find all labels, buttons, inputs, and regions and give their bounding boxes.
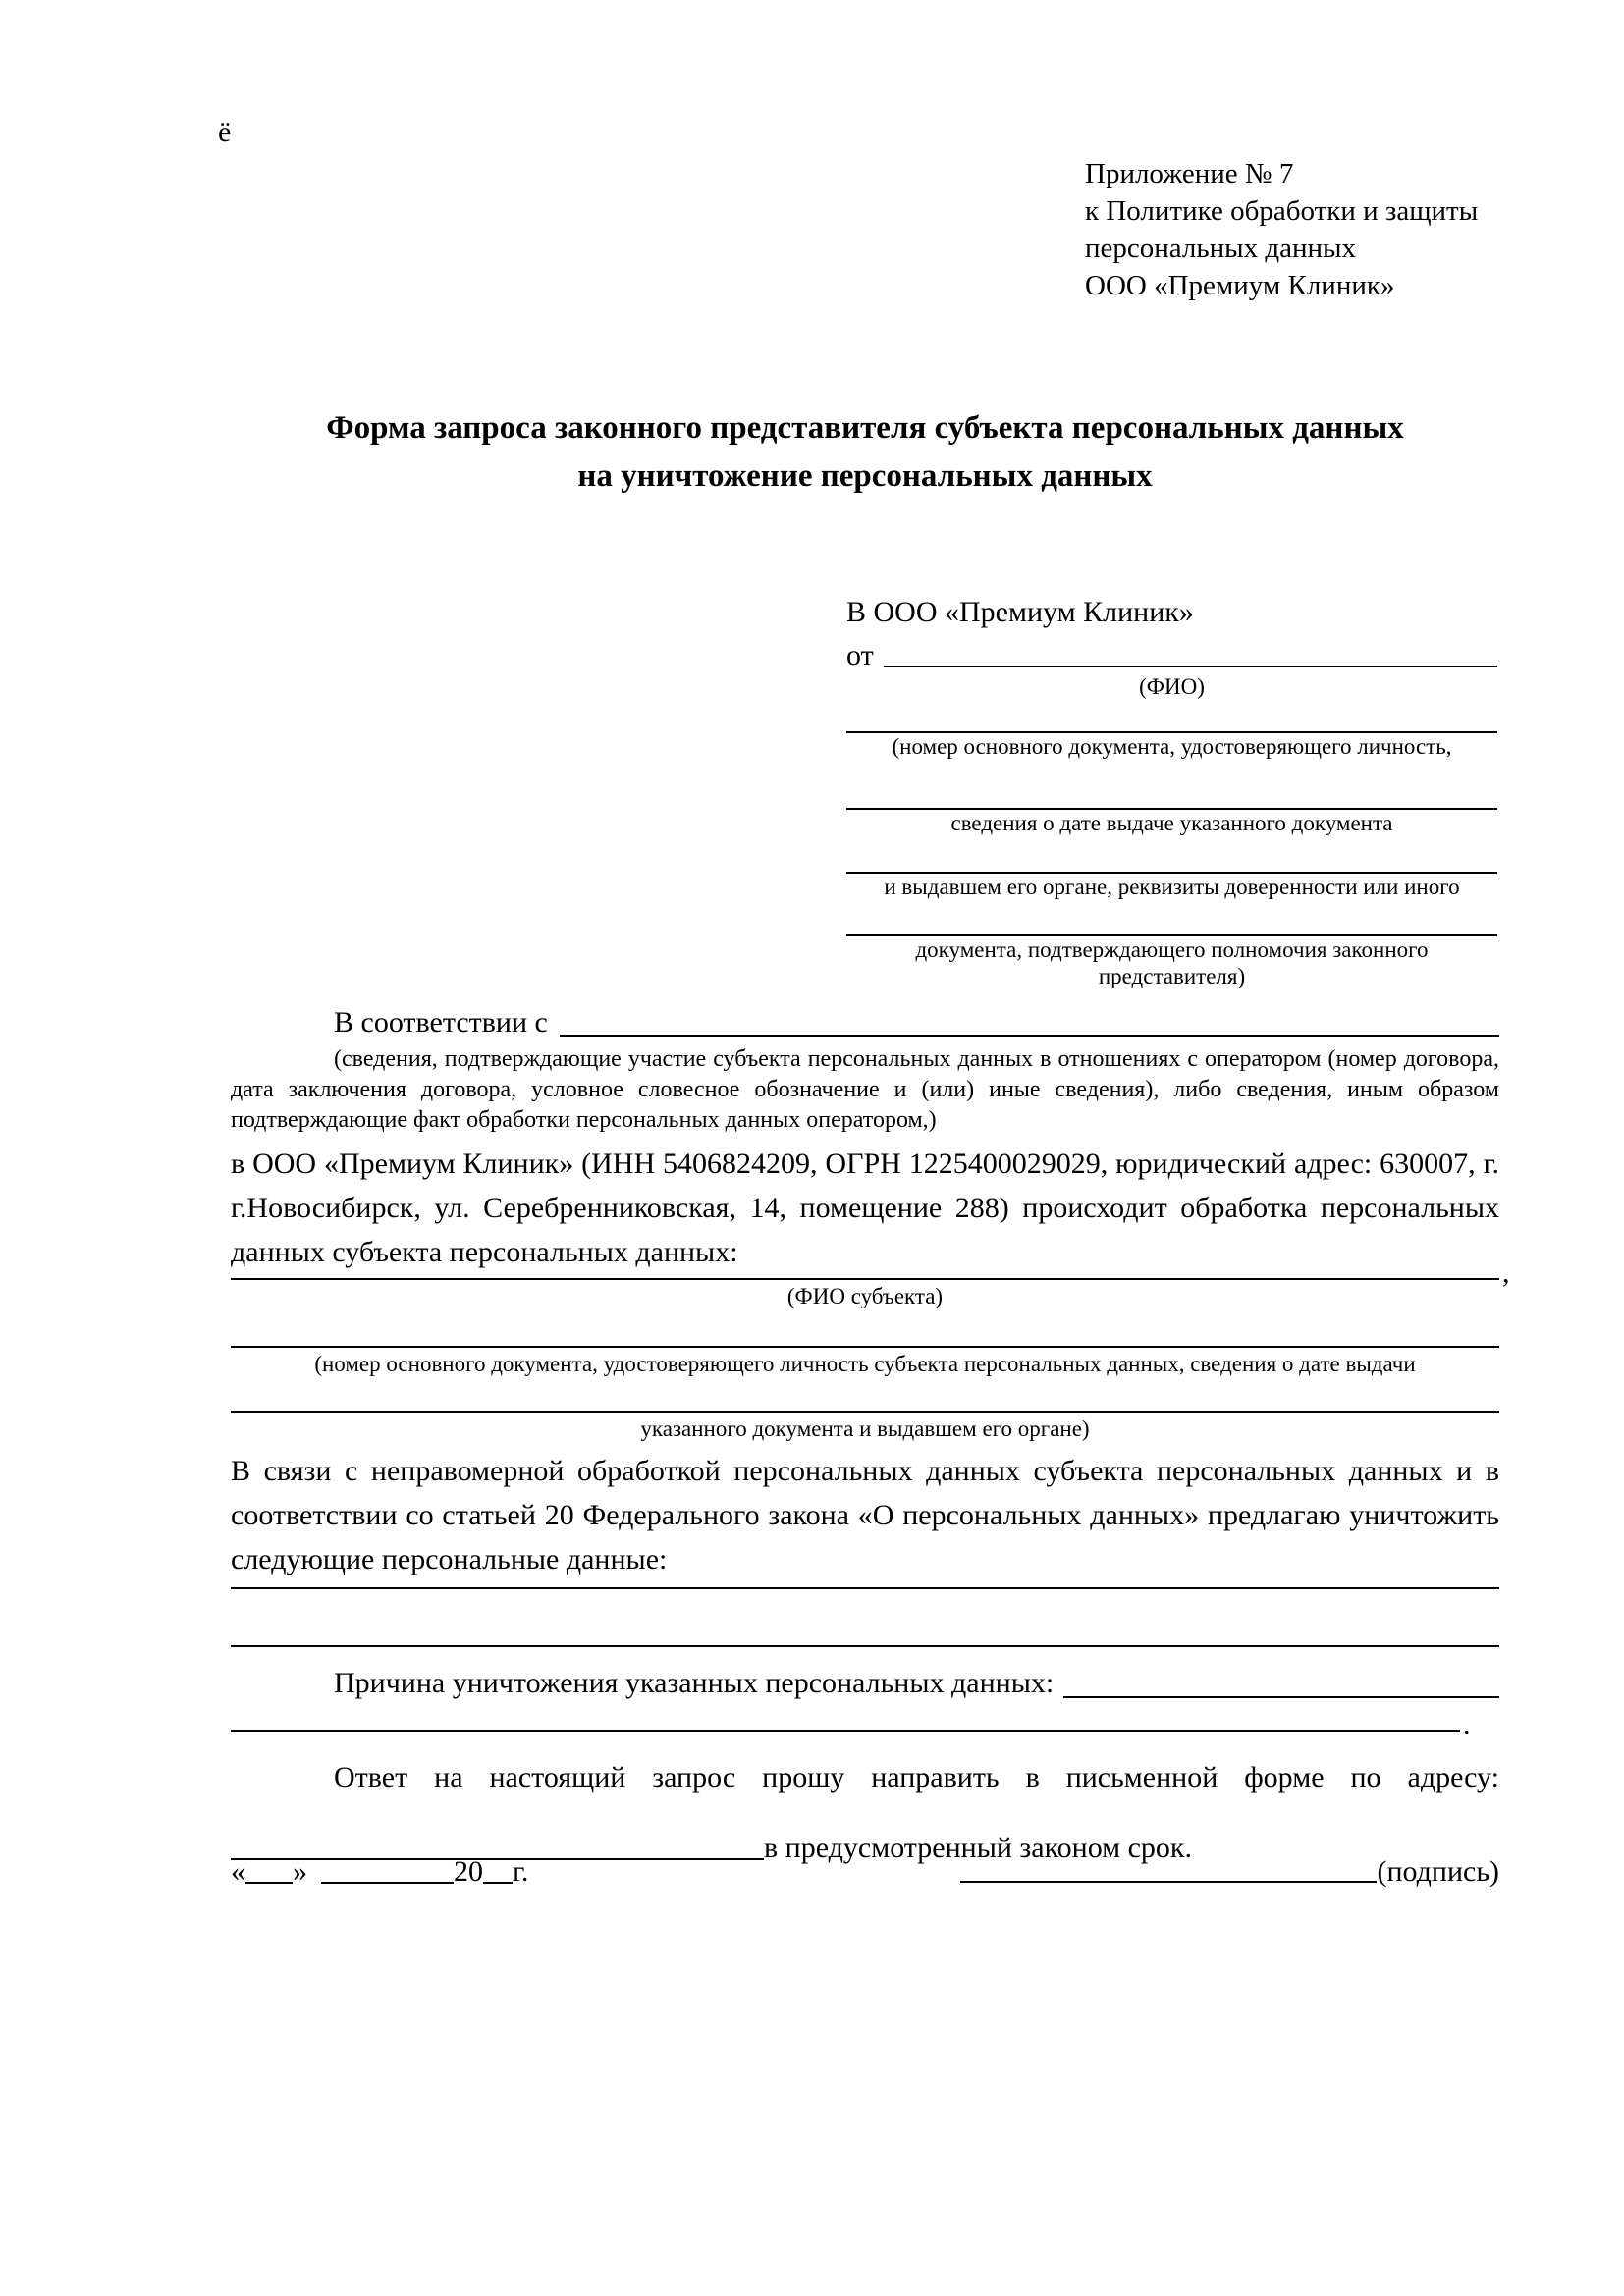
caption-representative-doc-2: сведения о дате выдаче указанного документа: [950, 811, 1393, 835]
blank-line-representative-doc-3[interactable]: [846, 872, 1497, 874]
blank-line-year[interactable]: [483, 1882, 513, 1884]
form-title-line-2: на уничтожение персональных данных: [577, 458, 1153, 494]
date-year-prefix: 20: [454, 1855, 483, 1888]
from-row: [846, 636, 1497, 673]
caption-subject-doc-2: указанного документа и выдавшем его органе): [640, 1416, 1090, 1441]
caption-representative-doc-3: и выдавшем его органе, реквизиты доверенности или иного: [884, 875, 1460, 899]
blank-line-signature[interactable]: [960, 1881, 1377, 1883]
caption-representative-doc-1: (номер основного документа, удостоверяющего личность,: [892, 734, 1452, 759]
answer-suffix: в предусмотренный законом срок.: [764, 1832, 1192, 1864]
date-quote-open: «: [231, 1855, 245, 1888]
reason-row: [231, 1661, 1499, 1704]
addressee-organization: В ООО «Премиум Клиник»: [846, 596, 1194, 628]
addressee-block: [846, 589, 1497, 989]
operator-paragraph: в ООО «Премиум Клиник» (ИНН 5406824209, ОГРН 1225400029029, юридический адрес: 630007, г. г.Новосибирск, ул. Серебренниковская, 14, помещение 288) происходит обработка персональных данных субъекта персональных данных:: [231, 1148, 1499, 1268]
blank-line-representative-doc-4[interactable]: [846, 934, 1497, 936]
blank-line-data-2[interactable]: [231, 1645, 1499, 1647]
form-title-line-1: Форма запроса законного представителя субъекта персональных данных: [326, 410, 1404, 446]
appendix-line-3: персональных данных: [1085, 233, 1357, 264]
blank-line-representative-doc-2[interactable]: [846, 808, 1497, 810]
basis-note: (сведения, подтверждающие участие субъекта персональных данных в отношениях с оператором (номер договора, дата заключения договора, условное словесное обозначение и (или) иные сведения), либо сведения, иным образом подтверждающие факт обработки персональных данных оператором,): [231, 1046, 1499, 1133]
subject-fio-suffix: ,: [1502, 1256, 1510, 1289]
reason-suffix: .: [1463, 1708, 1471, 1740]
according-row: [231, 1001, 1499, 1042]
blank-line-month[interactable]: [321, 1882, 454, 1884]
blank-line-data-1[interactable]: [231, 1587, 1499, 1589]
date-line: [231, 1855, 528, 1889]
caption-signature: (подпись): [1377, 1855, 1499, 1888]
reason-label: Причина уничтожения указанных персональных данных:: [334, 1667, 1055, 1699]
blank-line-basis[interactable]: [560, 1035, 1499, 1037]
appendix-line-1: Приложение № 7: [1085, 158, 1294, 189]
date-quote-close: »: [293, 1855, 307, 1888]
blank-line-subject-fio[interactable]: [231, 1256, 1510, 1289]
caption-subject-doc-1: (номер основного документа, удостоверяющего личность субъекта персональных данных, сведения о дате выдачи: [314, 1352, 1416, 1376]
form-title: [231, 404, 1499, 501]
appendix-line-2: к Политике обработки и защиты: [1085, 195, 1479, 227]
signature-group: [960, 1855, 1499, 1889]
appendix-block: [1085, 155, 1517, 304]
body-block: [231, 1001, 1510, 1866]
footer-row: [231, 1855, 1499, 1889]
caption-fio: (ФИО): [1139, 674, 1205, 699]
blank-line-day[interactable]: [245, 1882, 293, 1884]
blank-line-representative-doc-1[interactable]: [846, 731, 1497, 733]
blank-line-subject-doc-1[interactable]: [231, 1346, 1499, 1348]
blank-line-subject-doc-2[interactable]: [231, 1411, 1499, 1413]
stray-character: ё: [218, 116, 232, 148]
from-label: от: [846, 639, 874, 671]
blank-line-reason[interactable]: [1063, 1696, 1499, 1698]
according-label: В соответствии с: [334, 1006, 548, 1039]
date-year-suffix: г.: [513, 1855, 529, 1888]
blank-line-reason-continued[interactable]: [231, 1708, 1471, 1740]
caption-subject-fio: (ФИО субъекта): [786, 1284, 944, 1308]
answer-paragraph: Ответ на настоящий запрос прошу направить в письменной форме по адресу:: [334, 1761, 1499, 1793]
appendix-line-4: ООО «Премиум Клиник»: [1085, 270, 1395, 301]
demand-paragraph: В связи с неправомерной обработкой персональных данных субъекта персональных данных и в соответствии со статьей 20 Федерального закона «О персональных данных» предлагаю уничтожить следующие персональные данные:: [231, 1455, 1499, 1575]
caption-representative-doc-4: документа, подтверждающего полномочия законного представителя): [915, 937, 1429, 988]
blank-line-representative-name[interactable]: [884, 666, 1497, 667]
